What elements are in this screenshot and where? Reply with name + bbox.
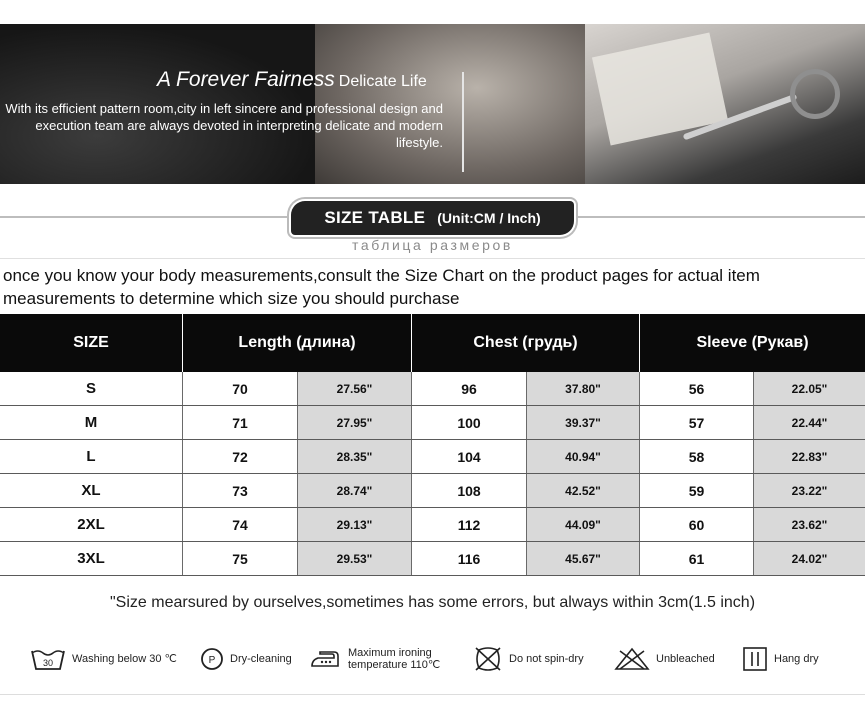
- table-row: [0, 474, 865, 508]
- cell-sleeve-inch: 23.22": [754, 474, 865, 507]
- subtitle-rule: [0, 258, 865, 259]
- table-row: [0, 542, 865, 576]
- table-row: [0, 508, 865, 542]
- care-item-dry-clean: [200, 640, 292, 678]
- care-label-hang-dry: Hang dry: [774, 653, 819, 665]
- header-sleeve: Sleeve (Рукав): [696, 334, 809, 351]
- cell-length-cm: 72: [183, 440, 298, 473]
- banner-title: [157, 68, 427, 92]
- banner: [0, 24, 865, 184]
- cell-size: 3XL: [0, 542, 183, 575]
- care-label-no-bleach: Unbleached: [656, 653, 715, 665]
- care-label-iron-line1: Maximum ironing: [348, 647, 432, 659]
- care-label-no-spin: Do not spin-dry: [509, 653, 584, 665]
- cell-chest-cm: 100: [412, 406, 527, 439]
- cell-chest-cm: 112: [412, 508, 527, 541]
- care-label-iron: [348, 647, 440, 671]
- cell-length-inch: 28.74": [298, 474, 412, 507]
- cell-size: M: [0, 406, 183, 439]
- cell-length-inch: 28.35": [298, 440, 412, 473]
- care-instructions: [0, 640, 865, 678]
- table-row: [0, 440, 865, 474]
- cell-length-cm: 74: [183, 508, 298, 541]
- cell-sleeve-cm: 61: [640, 542, 754, 575]
- cell-length-cm: 73: [183, 474, 298, 507]
- cell-chest-inch: 45.67": [527, 542, 640, 575]
- cell-chest-inch: 42.52": [527, 474, 640, 507]
- care-label-dry-clean: Dry-cleaning: [230, 653, 292, 665]
- size-table-title: SIZE TABLE: [324, 208, 426, 227]
- cell-length-cm: 71: [183, 406, 298, 439]
- banner-divider: [462, 72, 464, 172]
- care-item-no-bleach: [614, 640, 715, 678]
- care-item-wash: [30, 640, 177, 678]
- cell-sleeve-inch: 23.62": [754, 508, 865, 541]
- cell-sleeve-cm: 59: [640, 474, 754, 507]
- cell-chest-inch: 37.80": [527, 372, 640, 405]
- table-body: [0, 372, 865, 576]
- table-row: [0, 372, 865, 406]
- cell-sleeve-inch: 24.02": [754, 542, 865, 575]
- care-item-no-spin: [473, 640, 584, 678]
- cell-size: XL: [0, 474, 183, 507]
- cell-chest-cm: 96: [412, 372, 527, 405]
- dry-clean-icon: [200, 647, 224, 671]
- cell-length-inch: 27.56": [298, 372, 412, 405]
- cell-size: L: [0, 440, 183, 473]
- care-item-iron: [308, 640, 440, 678]
- care-label-wash: Washing below 30 ℃: [72, 653, 177, 665]
- cell-sleeve-cm: 58: [640, 440, 754, 473]
- care-label-iron-line2: temperature 110℃: [348, 659, 441, 671]
- cell-chest-inch: 39.37": [527, 406, 640, 439]
- cell-sleeve-inch: 22.83": [754, 440, 865, 473]
- size-table-badge: [291, 201, 574, 235]
- cell-sleeve-inch: 22.05": [754, 372, 865, 405]
- no-bleach-icon: [614, 647, 650, 671]
- cell-length-inch: 29.13": [298, 508, 412, 541]
- cell-length-cm: 75: [183, 542, 298, 575]
- wash-30-icon: [30, 647, 66, 671]
- intro-text: once you know your body measurements,consult the Size Chart on the product pages for actual item measurements to determine which size you should purchase: [3, 266, 760, 308]
- header-chest: Chest (грудь): [412, 314, 640, 372]
- iron-icon: [308, 648, 342, 670]
- cell-length-inch: 29.53": [298, 542, 412, 575]
- cell-sleeve-cm: 57: [640, 406, 754, 439]
- header-size: SIZE: [0, 314, 183, 372]
- svg-text:P: P: [208, 655, 216, 666]
- cell-chest-cm: 108: [412, 474, 527, 507]
- size-table-unit: (Unit:CM / Inch): [437, 210, 541, 226]
- no-spin-dry-icon: [473, 646, 503, 672]
- cell-chest-cm: 104: [412, 440, 527, 473]
- hang-dry-icon: [742, 646, 768, 672]
- banner-title-sub: Delicate Life: [338, 73, 427, 90]
- cell-chest-inch: 44.09": [527, 508, 640, 541]
- size-note: "Size mearsured by ourselves,sometimes has some errors, but always within 3cm(1.5 inch): [109, 594, 756, 611]
- cell-chest-cm: 116: [412, 542, 527, 575]
- cell-sleeve-cm: 60: [640, 508, 754, 541]
- banner-description: With its efficient pattern room,city in left sincere and professional design and execution team are always devoted in interpreting delicate and modern lifestyle.: [5, 101, 443, 150]
- cell-chest-inch: 40.94": [527, 440, 640, 473]
- bottom-rule: [0, 694, 865, 695]
- header-length: Length (длина): [183, 314, 412, 372]
- cell-length-inch: 27.95": [298, 406, 412, 439]
- size-table-subtitle: таблица размеров: [352, 237, 513, 253]
- cell-sleeve-cm: 56: [640, 372, 754, 405]
- cell-sleeve-inch: 22.44": [754, 406, 865, 439]
- care-item-hang-dry: [742, 640, 819, 678]
- svg-text:30: 30: [42, 658, 54, 668]
- size-table: [0, 314, 865, 576]
- banner-title-main: A Forever Fairness: [157, 68, 335, 91]
- table-row: [0, 406, 865, 440]
- cell-size: S: [0, 372, 183, 405]
- cell-length-cm: 70: [183, 372, 298, 405]
- cell-size: 2XL: [0, 508, 183, 541]
- table-header: [0, 314, 865, 372]
- scissors-handle: [790, 69, 840, 119]
